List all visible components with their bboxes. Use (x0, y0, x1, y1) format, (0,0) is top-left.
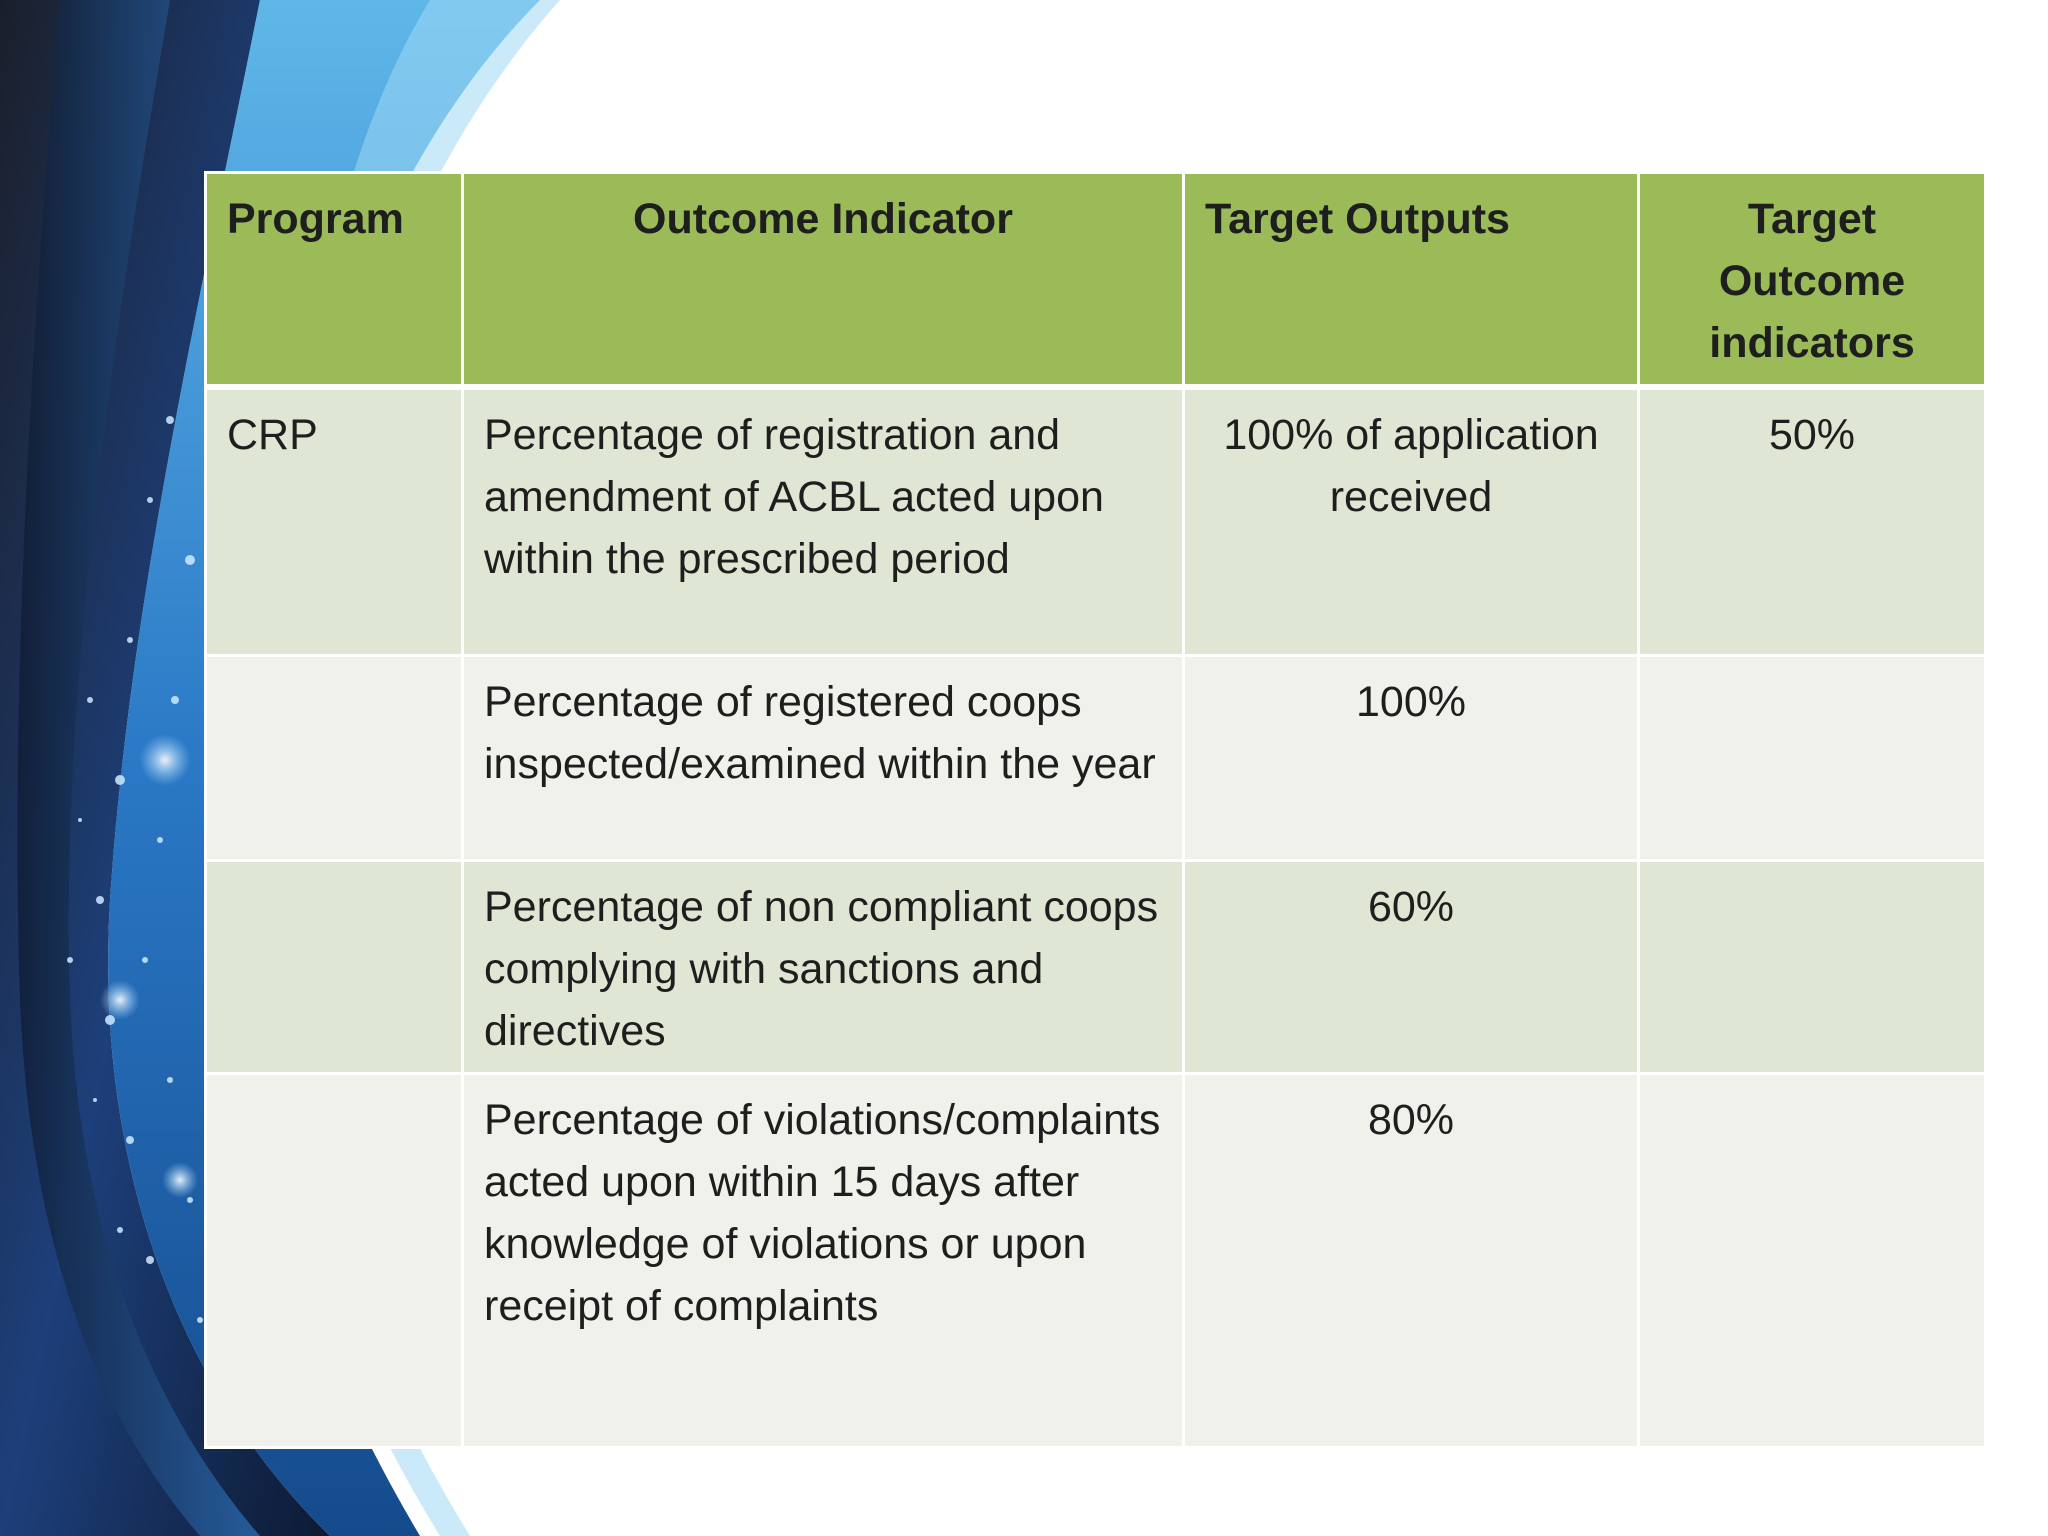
cell-outcome-indicator: Percentage of registration and amendment of ACBL acted upon within the prescribed period (463, 387, 1184, 655)
cell-outcome-indicator: Percentage of registered coops inspected/examined within the year (463, 655, 1184, 860)
cell-target-outcome: 50% (1639, 387, 1986, 655)
cell-target-outputs: 100% of application received (1184, 387, 1639, 655)
cell-target-outcome (1639, 860, 1986, 1073)
cell-target-outcome (1639, 1073, 1986, 1447)
header-target-outcome-indicators: Target Outcome indicators (1639, 173, 1986, 388)
table-row (206, 860, 1986, 1073)
header-target-outputs: Target Outputs (1184, 173, 1639, 388)
cell-program (206, 655, 463, 860)
table-row (206, 1073, 1986, 1447)
table-row (206, 387, 1986, 655)
indicator-table-container (204, 171, 1984, 1449)
cell-outcome-indicator: Percentage of non compliant coops complying with sanctions and directives (463, 860, 1184, 1073)
cell-target-outcome (1639, 655, 1986, 860)
cell-program (206, 860, 463, 1073)
header-program: Program (206, 173, 463, 388)
cell-outcome-indicator: Percentage of violations/complaints acted upon within 15 days after knowledge of violations or upon receipt of complaints (463, 1073, 1184, 1447)
indicator-table (204, 171, 1987, 1449)
cell-program: CRP (206, 387, 463, 655)
cell-target-outputs: 100% (1184, 655, 1639, 860)
header-outcome-indicator: Outcome Indicator (463, 173, 1184, 388)
table-row (206, 655, 1986, 860)
cell-target-outputs: 60% (1184, 860, 1639, 1073)
cell-target-outputs: 80% (1184, 1073, 1639, 1447)
table-header-row (206, 173, 1986, 388)
cell-program (206, 1073, 463, 1447)
